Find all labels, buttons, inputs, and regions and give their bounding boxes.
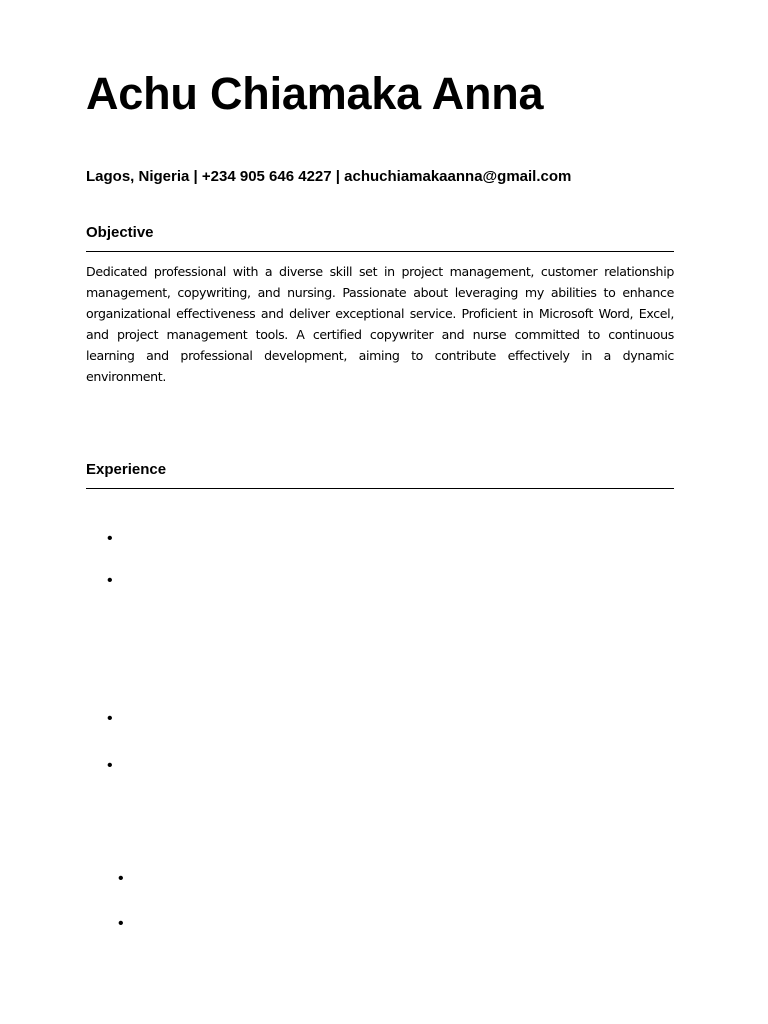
list-item-bullet: •	[107, 757, 113, 774]
candidate-name: Achu Chiamaka Anna	[86, 68, 544, 119]
contact-line: Lagos, Nigeria | +234 905 646 4227 | achuchiamakaanna@gmail.com	[86, 168, 572, 185]
objective-divider	[86, 251, 674, 252]
list-item-bullet: •	[107, 572, 113, 589]
list-item-bullet: •	[118, 915, 124, 932]
list-item-bullet: •	[118, 870, 124, 887]
list-item-bullet: •	[107, 530, 113, 547]
objective-paragraph: Dedicated professional with a diverse skill set in project management, customer relationship management, copywriting, and nursing. Passionate about leveraging my abilities to enhance organizational effectiveness and deliver exceptional service. Proficient in Microsoft Word, Excel, and project management tools. A certified copywriter and nurse committed to continuous learning and professional development, aiming to contribute effectively in a dynamic environment.	[86, 264, 674, 384]
experience-heading: Experience	[86, 461, 167, 478]
experience-divider	[86, 488, 674, 489]
list-item-bullet: •	[107, 710, 113, 727]
objective-heading: Objective	[86, 224, 154, 241]
